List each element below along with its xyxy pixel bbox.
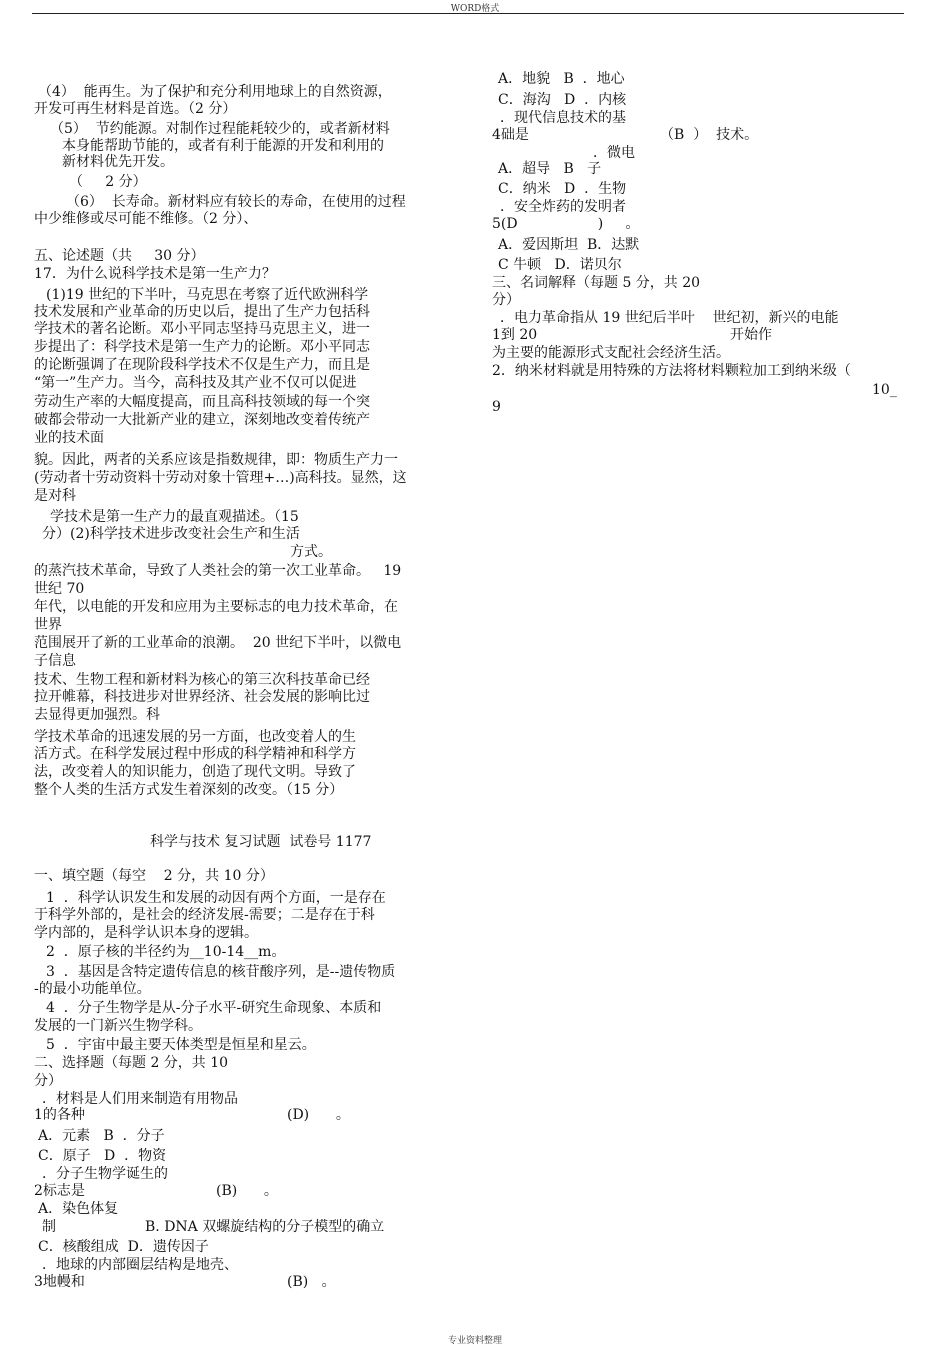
text-line: ．微电: [593, 145, 635, 161]
text-line: A．元素 B ．分子: [38, 1128, 165, 1144]
text-line: 劳动生产率的大幅度提高，而且高科技领域的每一个突: [34, 394, 370, 410]
text-line: (1)19 世纪的下半叶，马克思在考察了近代欧洲科学: [46, 287, 369, 303]
text-line: 方式。: [290, 544, 332, 560]
text-line: 分）: [34, 1073, 62, 1089]
text-line: C．核酸组成 D．遗传因子: [38, 1239, 209, 1255]
text-line: A．爱因斯坦 B．达默: [498, 237, 640, 253]
text-line: 步提出了：科学技术是第一生产力的论断。邓小平同志: [34, 339, 370, 355]
text-line: “第一”生产力。当今，高科技及其产业不仅可以促进: [34, 375, 357, 391]
text-line: 新材料优先开发。: [62, 154, 174, 170]
text-line: 三、名词解释（每题 5 分，共 20: [492, 275, 701, 291]
text-line: 五、论述题（共 30 分）: [34, 248, 205, 264]
text-line: （6） 长寿命。新材料应有较长的寿命，在使用的过程: [66, 194, 406, 210]
text-line: 二、选择题（每题 2 分，共 10: [34, 1055, 229, 1071]
text-line: 世界: [34, 617, 62, 633]
text-line: C．纳米 D ．生物: [498, 181, 627, 197]
text-line: 2标志是: [34, 1183, 85, 1199]
text-line: 整个人类的生活方式发生着深刻的改变。（15 分）: [34, 782, 344, 798]
text-line: 是对科: [34, 488, 76, 504]
text-line: 学技术革命的迅速发展的另一方面，也改变着人的生: [34, 729, 356, 745]
text-line: 去显得更加强烈。科: [34, 707, 160, 723]
text-line: (劳动者十劳动资料十劳动对象十管理+…)高科技。显然，这: [34, 470, 407, 486]
page-header: WORD格式: [450, 4, 500, 14]
text-line: 学内部的，是科学认识本身的逻辑。: [34, 925, 258, 941]
text-line: 分）: [492, 292, 520, 308]
text-line: 学技术的著名论断。邓小平同志坚持马克思主义，进一: [34, 321, 370, 337]
text-line: A．超导 B 子: [498, 161, 602, 177]
text-line: ．材料是人们用来制造有用物品: [42, 1091, 238, 1107]
text-line: 5 ．宇宙中最主要天体类型是恒星和星云。: [46, 1037, 316, 1053]
text-line: 1的各种: [34, 1107, 85, 1123]
page-footer: 专业资料整理: [447, 1336, 502, 1346]
text-line: ．现代信息技术的基: [500, 110, 626, 126]
text-line: 技术发展和产业革命的历史以后，提出了生产力包括科: [34, 304, 370, 320]
text-line: 破都会带动一大批新产业的建立，深刻地改变着传统产: [34, 412, 370, 428]
text-line: 4础是: [492, 127, 529, 143]
text-line: C 牛顿 D．诺贝尔: [498, 257, 622, 273]
text-line: 学技术是第一生产力的最直观描述。（15: [50, 509, 299, 525]
text-line: C．海沟 D ．内核: [498, 92, 627, 108]
text-line: (B) 。: [287, 1274, 336, 1290]
text-line: 1 ．科学认识发生和发展的动因有两个方面，一是存在: [46, 890, 386, 906]
text-line: (B) 。: [216, 1183, 278, 1199]
text-line: 于科学外部的，是社会的经济发展-需要；二是存在于科: [34, 907, 375, 923]
text-line: -的最小功能单位。: [34, 981, 151, 997]
text-line: 开发可再生材料是首选。（2 分）: [34, 101, 237, 117]
text-line: 的论断强调了在现阶段科学技术不仅是生产力，而且是: [34, 357, 370, 373]
text-line: 子信息: [34, 653, 76, 669]
text-line: 3 ．基因是含特定遗传信息的核苷酸序列，是--遗传物质: [46, 964, 396, 980]
text-line: 为主要的能源形式支配社会经济生活。: [492, 345, 730, 361]
text-line: 科学与技术 复习试题 试卷号 1177: [150, 834, 372, 850]
text-line: ．地球的内部圈层结构是地壳、: [42, 1257, 238, 1273]
text-line: 2．纳米材料就是用特殊的方法将材料颗粒加工到纳米级（: [492, 363, 851, 379]
text-line: 开始作: [730, 327, 772, 343]
text-line: 貌。因此，两者的关系应该是指数规律，即：物质生产力一: [34, 452, 398, 468]
text-line: （ 2 分）: [69, 174, 147, 190]
text-line: ．分子生物学诞生的: [42, 1166, 168, 1182]
text-line: 世纪 70: [34, 581, 85, 597]
text-line: 2 ．原子核的半径约为__10-14__m。: [46, 944, 286, 960]
text-line: （B ） 技术。: [660, 127, 759, 143]
text-line: C．原子 D ．物资: [38, 1148, 167, 1164]
text-line: A．染色体复: [38, 1201, 119, 1217]
text-line: 的蒸汽技术革命，导致了人类社会的第一次工业革命。 19: [34, 563, 402, 579]
text-line: 一、填空题（每空 2 分，共 10 分）: [34, 868, 274, 884]
text-line: 技术、生物工程和新材料为核心的第三次科技革命已经: [34, 672, 370, 688]
text-line: （5） 节约能源。对制作过程能耗较少的，或者新材料: [50, 121, 390, 137]
text-line: 业的技术面: [34, 430, 104, 446]
text-line: (D) 。: [287, 1107, 350, 1123]
text-line: 制: [42, 1219, 56, 1235]
text-line: 4 ．分子生物学是从-分子水平-研究生命现象、本质和: [46, 1000, 382, 1016]
text-line: ．电力革命指从 19 世纪后半叶 世纪初，新兴的电能: [500, 310, 839, 326]
text-line: 发展的一门新兴生物学科。: [34, 1018, 202, 1034]
text-line: 范围展开了新的工业革命的浪潮。 20 世纪下半叶，以微电: [34, 635, 402, 651]
text-line: A．地貌 B ．地心: [498, 71, 625, 87]
text-line: B. DNA 双螺旋结构的分子模型的确立: [145, 1219, 385, 1235]
text-line: 17．为什么说科学技术是第一生产力？: [34, 266, 276, 282]
text-line: （4） 能再生。为了保护和充分利用地球上的自然资源，: [38, 84, 392, 100]
text-line: 5(D ) 。: [492, 216, 640, 232]
text-line: 分）(2)科学技术进步改变社会生产和生活: [42, 526, 300, 542]
text-line: ．安全炸药的发明者: [500, 199, 626, 215]
text-line: 法，改变着人的知识能力，创造了现代文明。导致了: [34, 764, 356, 780]
text-line: 3地幔和: [34, 1274, 85, 1290]
text-line: 活方式。在科学发展过程中形成的科学精神和科学方: [34, 746, 356, 762]
text-line: 中少维修或尽可能不维修。（2 分）、: [34, 211, 258, 227]
text-line: 年代，以电能的开发和应用为主要标志的电力技术革命，在: [34, 599, 398, 615]
text-line: 1到 20: [492, 327, 538, 343]
text-line: 9: [492, 399, 501, 415]
header-rule: [32, 13, 904, 14]
text-line: 本身能帮助节能的，或者有利于能源的开发和利用的: [62, 138, 384, 154]
text-line: 拉开帷幕，科技进步对世界经济、社会发展的影响比过: [34, 689, 370, 705]
text-line: 10_: [872, 382, 897, 398]
